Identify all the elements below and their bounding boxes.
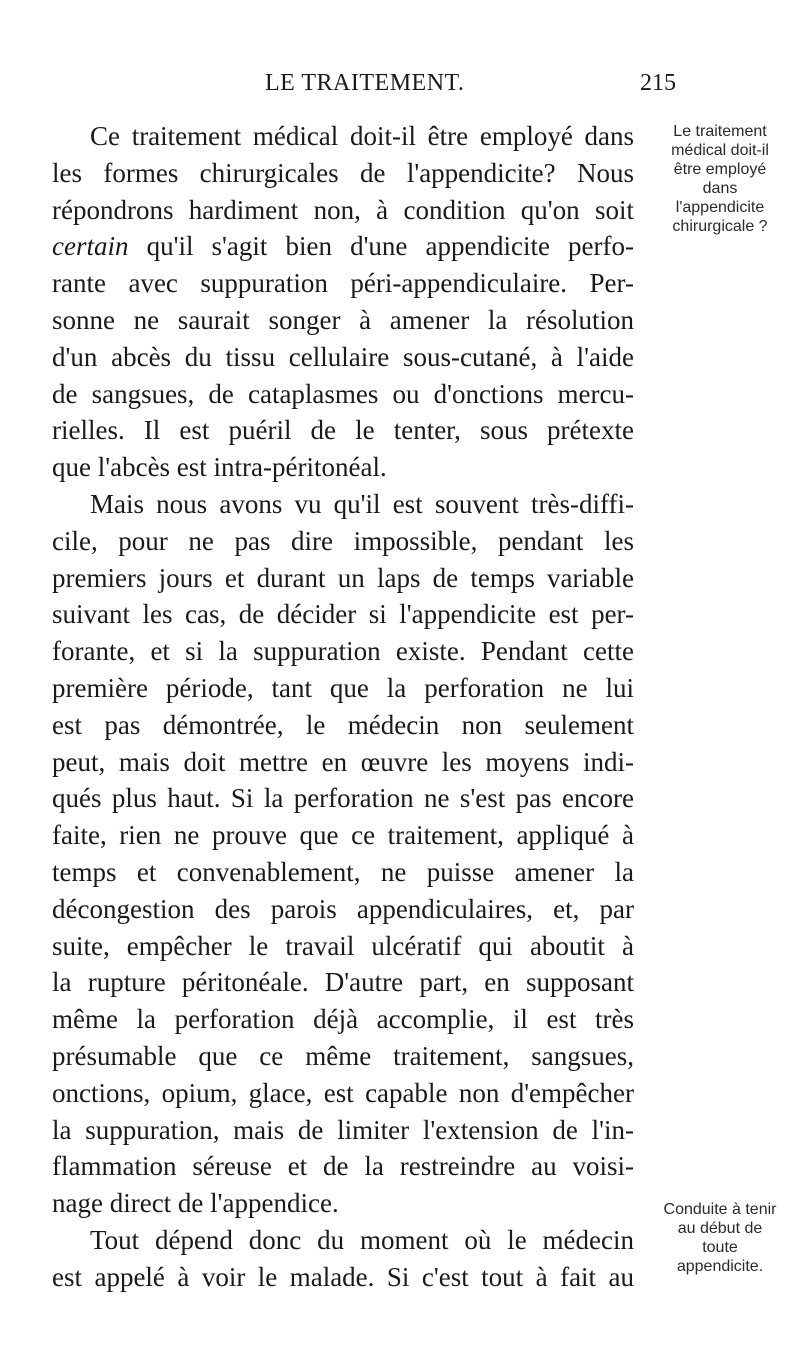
margin-note-conduite xyxy=(640,1200,800,1276)
text-line: d'un abcès du tissu cellulaire sous-cutané, à l'aide xyxy=(52,341,634,372)
text-line: faite, rien ne prouve que ce traitement, appliqué à xyxy=(52,820,634,851)
text-line: est pas démontrée, le médecin non seulement xyxy=(52,709,634,740)
text-line: suivant les cas, de décider si l'appendicite est per- xyxy=(52,599,634,630)
text-line-rest: qu'il s'agit bien d'une appendicite perfo- xyxy=(146,231,634,262)
text-line: Tout dépend donc du moment où le médecin xyxy=(90,1224,634,1255)
text-line: premiers jours et durant un laps de temps variable xyxy=(52,562,634,593)
margin-note-line: chirurgicale ? xyxy=(672,218,768,235)
text-line: la suppuration, mais de limiter l'extension de l'in- xyxy=(52,1114,634,1145)
margin-note-traitement xyxy=(640,122,800,236)
text-line: présumable que ce même traitement, sangsues, xyxy=(52,1040,634,1071)
text-line: même la perforation déjà accomplie, il est très xyxy=(52,1004,634,1035)
page-header xyxy=(0,70,801,100)
text-line: première période, tant que la perforation ne lui xyxy=(52,672,634,703)
text-line: est appelé à voir le malade. Si c'est tout à fait au xyxy=(52,1261,634,1292)
text-line: décongestion des parois appendiculaires, et, par xyxy=(52,893,634,924)
margin-note-line: au début de xyxy=(677,1220,763,1237)
margin-note-line: appendicite. xyxy=(676,1258,764,1275)
text-line: cile, pour ne pas dire impossible, pendant les xyxy=(52,525,634,556)
margin-note-line: dans xyxy=(702,180,738,197)
text-line: répondrons hardiment non, à condition qu'on soit xyxy=(52,194,634,225)
text-line xyxy=(52,228,634,265)
text-line: suite, empêcher le travail ulcératif qui aboutit à xyxy=(52,930,634,961)
text-line: nage direct de l'appendice. xyxy=(52,1188,339,1219)
text-line: sonne ne saurait songer à amener la résolution xyxy=(52,304,634,335)
text-line: Mais nous avons vu qu'il est souvent très-diffi- xyxy=(90,488,634,519)
margin-note-line: Conduite à tenir xyxy=(663,1201,777,1218)
text-line: flammation séreuse et de la restreindre au voisi- xyxy=(52,1151,634,1182)
text-line: Ce traitement médical doit-il être employé dans xyxy=(90,121,634,151)
text-line: forante, et si la suppuration existe. Pendant cette xyxy=(52,636,634,667)
text-line: que l'abcès est intra-péritonéal. xyxy=(52,452,387,483)
margin-note-line: être employé xyxy=(673,161,767,178)
text-line: onctions, opium, glace, est capable non d'empêcher xyxy=(52,1077,634,1108)
body-text xyxy=(52,118,634,1296)
running-title: LE TRAITEMENT. xyxy=(265,70,465,96)
margin-note-line: médical doit-il xyxy=(671,142,769,159)
text-line: rante avec suppuration péri-appendiculaire. Per- xyxy=(52,268,634,299)
text-line: les formes chirurgicales de l'appendicite? Nous xyxy=(52,157,634,188)
text-line: de sangsues, de cataplasmes ou d'onctions mercu- xyxy=(52,378,634,409)
margin-note-line: l'appendicite xyxy=(675,199,765,216)
page-number: 215 xyxy=(640,70,676,96)
text-line: peut, mais doit mettre en œuvre les moyens indi- xyxy=(52,746,634,777)
margin-note-line: Le traitement xyxy=(673,123,767,140)
italic-word: certain xyxy=(52,231,129,262)
text-line: temps et convenablement, ne puisse amener la xyxy=(52,856,634,887)
text-line: la rupture péritonéale. D'autre part, en supposant xyxy=(52,967,634,998)
text-line: rielles. Il est puéril de le tenter, sous prétexte xyxy=(52,415,634,446)
margin-note-line: toute xyxy=(702,1239,738,1256)
text-line: qués plus haut. Si la perforation ne s'est pas encore xyxy=(52,783,634,814)
